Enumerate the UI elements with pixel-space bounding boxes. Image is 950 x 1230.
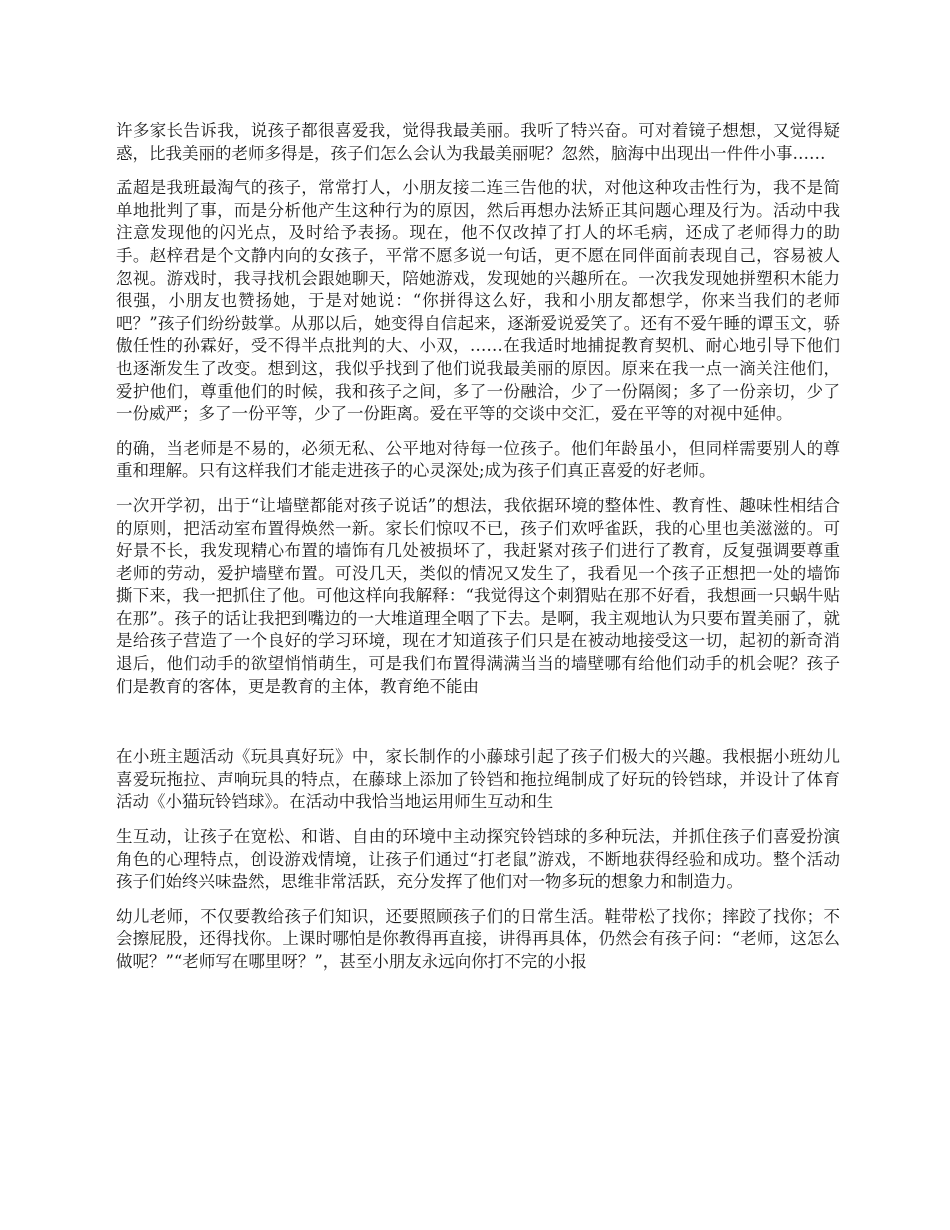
paragraph: 幼儿老师，不仅要教给孩子们知识，还要照顾孩子们的日常生活。鞋带松了找你；摔跤了找你；不会擦屁股，还得找你。上课时哪怕是你教得再直接，讲得再具体，仍然会有孩子问：“老师，这怎么做呢？”“老师写在哪里呀？”，甚至小朋友永远向你打不完的小报 [116, 906, 840, 971]
paragraph: 孟超是我班最淘气的孩子，常常打人，小朋友接二连三告他的状，对他这种攻击性行为，我不是简单地批判了事，而是分析他产生这种行为的原因，然后再想办法矫正其问题心理及行为。活动中我注意发现他的闪光点，及时给予表扬。现在，他不仅改掉了打人的坏毛病，还成了老师得力的助手。赵梓君是个文静内向的女孩子，平常不愿多说一句话，更不愿在同伴面前表现自己，容易被人忽视。游戏时，我寻找机会跟她聊天，陪她游戏，发现她的兴趣所在。一次我发现她拼塑积木能力很强，小朋友也赞扬她，于是对她说：“你拼得这么好，我和小朋友都想学，你来当我们的老师吧？”孩子们纷纷鼓掌。从那以后，她变得自信起来，逐渐爱说爱笑了。还有不爱午睡的谭玉文，骄傲任性的孙霖好，受不得半点批判的大、小双，……在我适时地捕捉教育契机、耐心地引导下他们也逐渐发生了改变。想到这，我似乎找到了他们说我最美丽的原因。原来在我一点一滴关注他们，爱护他们，尊重他们的时候，我和孩子之间，多了一份融洽，少了一份隔阂；多了一份亲切，少了一份威严；多了一份平等，少了一份距离。爱在平等的交谈中交汇，爱在平等的对视中延伸。 [116, 178, 840, 424]
section-gap [116, 710, 840, 746]
document-page [116, 120, 840, 986]
paragraph: 在小班主题活动《玩具真好玩》中，家长制作的小藤球引起了孩子们极大的兴趣。我根据小班幼儿喜爱玩拖拉、声响玩具的特点，在藤球上添加了铃铛和拖拉绳制成了好玩的铃铛球，并设计了体育活动《小猫玩铃铛球》。在活动中我恰当地运用师生互动和生 [116, 747, 840, 812]
paragraph: 一次开学初，出于“让墙壁都能对孩子说话”的想法，我依据环境的整体性、教育性、趣味性相结合的原则，把活动室布置得焕然一新。家长们惊叹不已，孩子们欢呼雀跃，我的心里也美滋滋的。可好景不长，我发现精心布置的墙饰有几处被损坏了，我赶紧对孩子们进行了教育，反复强调要尊重老师的劳动，爱护墙壁布置。可没几天，类似的情况又发生了，我看见一个孩子正想把一处的墙饰撕下来，我一把抓住了他。可他这样向我解释：“我觉得这个刺猬贴在那不好看，我想画一只蜗牛贴在那”。孩子的话让我把到嘴边的一大堆道理全咽了下去。是啊，我主观地认为只要布置美丽了，就是给孩子营造了一个良好的学习环境，现在才知道孩子们只是在被动地接受这一切，起初的新奇消退后，他们动手的欲望悄悄萌生，可是我们布置得满满当当的墙壁哪有给他们动手的机会呢？孩子们是教育的客体，更是教育的主体，教育绝不能由 [116, 495, 840, 696]
paragraph: 许多家长告诉我，说孩子都很喜爱我，觉得我最美丽。我听了特兴奋。可对着镜子想想，又觉得疑惑，比我美丽的老师多得是，孩子们怎么会认为我最美丽呢？忽然，脑海中出现出一件件小事…… [116, 121, 840, 163]
paragraph: 的确，当老师是不易的，必须无私、公平地对待每一位孩子。他们年龄虽小，但同样需要别人的尊重和理解。只有这样我们才能走进孩子的心灵深处;成为孩子们真正喜爱的好老师。 [116, 438, 840, 481]
paragraph: 生互动，让孩子在宽松、和谐、自由的环境中主动探究铃铛球的多种玩法，并抓住孩子们喜爱扮演角色的心理特点，创设游戏情境，让孩子们通过“打老鼠”游戏，不断地获得经验和成功。整个活动孩子们始终兴味盎然，思维非常活跃，充分发挥了他们对一物多玩的想象力和制造力。 [116, 827, 840, 892]
